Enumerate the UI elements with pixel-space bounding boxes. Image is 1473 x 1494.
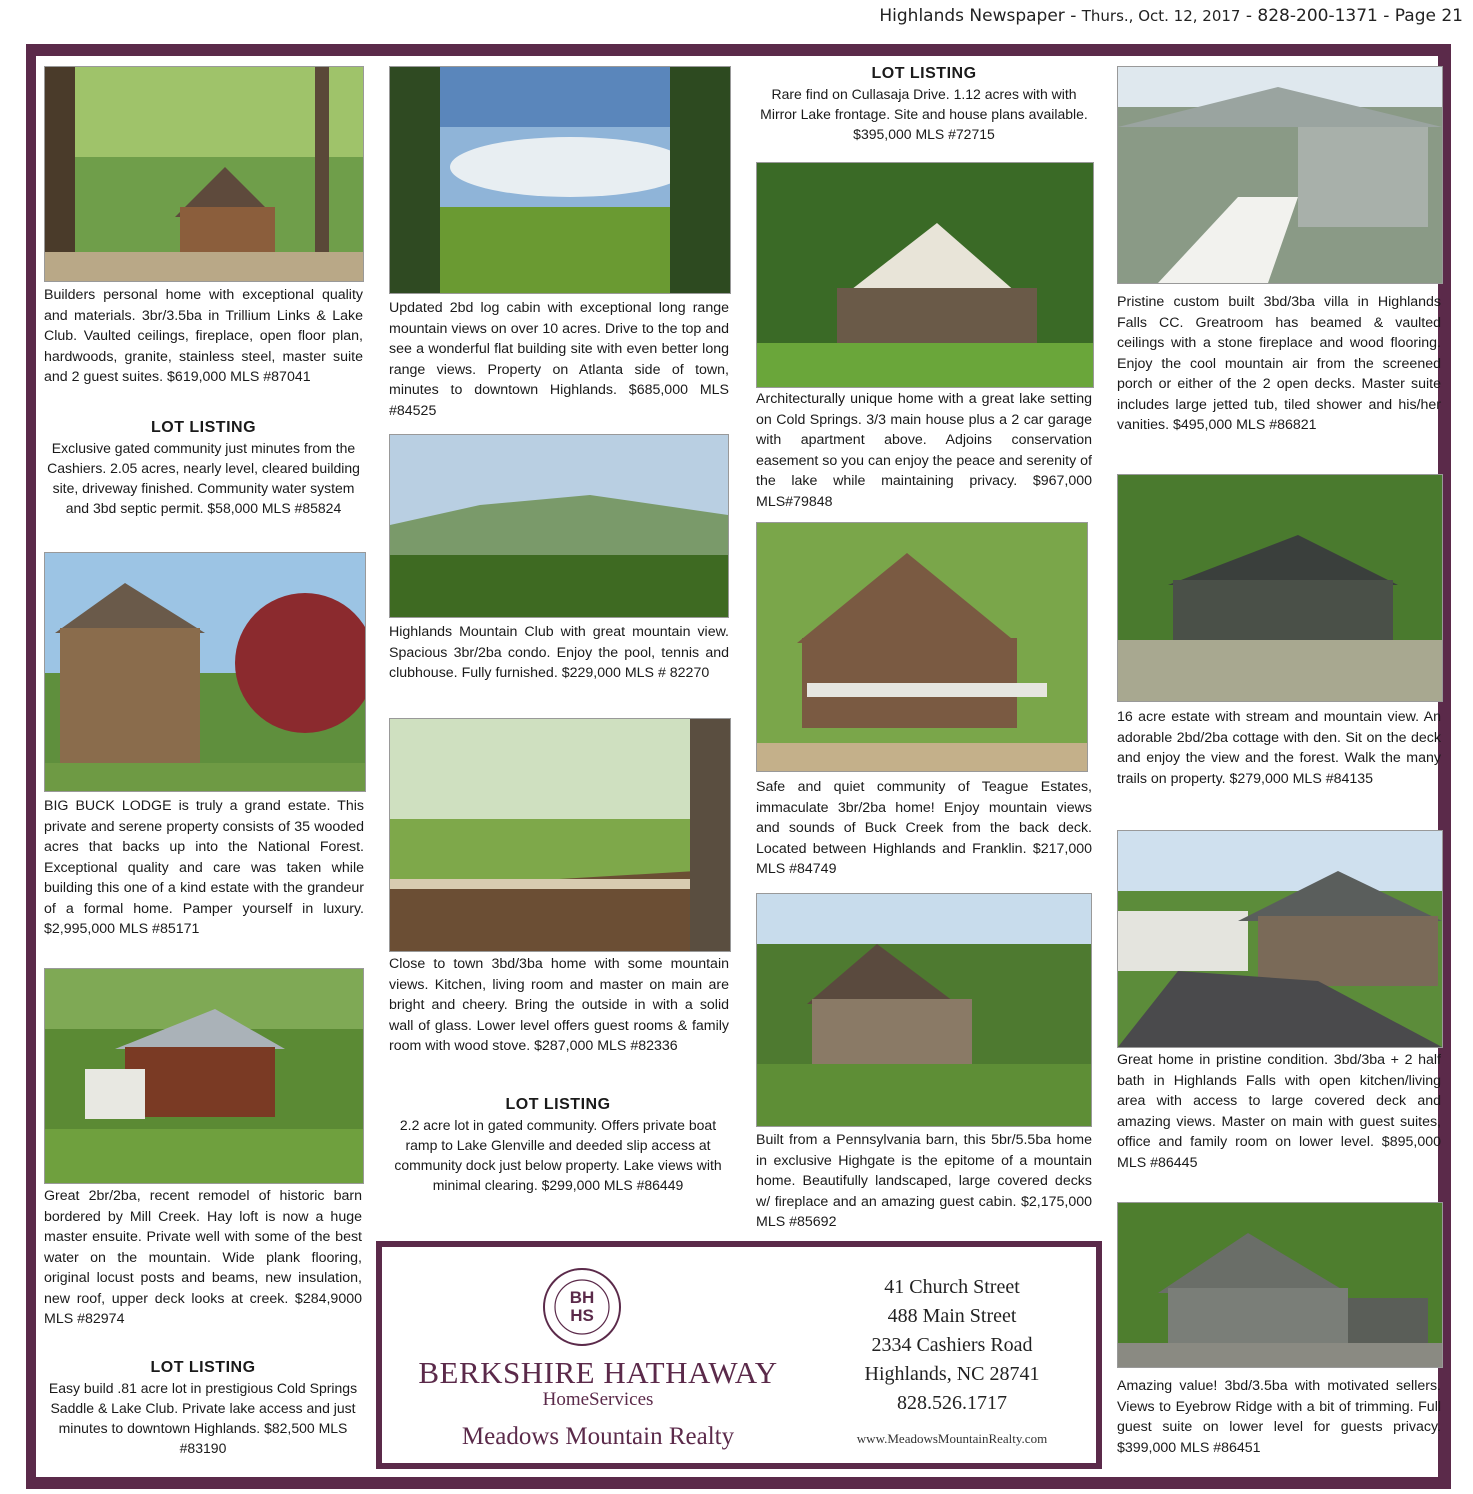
brand-name: BERKSHIRE HATHAWAY <box>418 1355 778 1390</box>
listing-photo-historic-barn <box>44 968 364 1184</box>
listing-text: Close to town 3bd/3ba home with some mountain views. Kitchen, living room and master on main are bright and cheery. Bring the outside in with a solid wall of glass. Lower level offers guest rooms & family room with wood stove. $287,000 MLS #82336 <box>389 956 729 1054</box>
lot-listing <box>44 418 363 518</box>
lot-text: Easy build .81 acre lot in prestigious Cold Springs Saddle & Lake Club. Private lake access and just minutes to downtown Highlands. $82,500 MLS #83190 <box>48 1380 358 1456</box>
listing-photo-house-trillium <box>44 66 364 282</box>
address-line: 488 Main Street <box>887 1305 1017 1327</box>
listing-photo-log-cabin-view <box>389 66 731 294</box>
listing-text: BIG BUCK LODGE is truly a grand estate. This private and serene property consists of 35 wooded acres that backs up into the National Forest. Exceptional quality and care was taken while building this one of a kind estate with the grandeur of a formal home. Pamper yourself in luxury. $2,995,000 MLS #85171 <box>44 798 364 937</box>
address-line: 2334 Cashiers Road <box>871 1334 1033 1356</box>
lot-listing <box>389 1095 727 1195</box>
listing-text: Updated 2bd log cabin with exceptional long range mountain views on over 10 acres. Drive to the top and see a wonderful flat building site with even better long range views. Property on Atlanta side of town, minutes to downtown Highlands. $685,000 MLS #84525 <box>389 300 729 419</box>
bhhs-logo <box>542 1267 622 1347</box>
address-line: Highlands, NC 28741 <box>864 1363 1040 1385</box>
page-info: - 828-200-1371 - Page 21 <box>1240 6 1463 26</box>
agency-name: Meadows Mountain Realty <box>461 1423 735 1450</box>
listing-photo-mountain-club <box>389 434 729 618</box>
lot-text: 2.2 acre lot in gated community. Offers private boat ramp to Lake Glenville and deeded slip access at community dock just below property. Lake views with minimal clearing. $299,000 MLS #86449 <box>394 1117 722 1193</box>
listing-photo-teague-estates <box>756 522 1088 772</box>
listing-photo-highgate-home <box>756 893 1092 1127</box>
listing-photo-deck <box>389 718 731 952</box>
agency-box <box>376 1241 1102 1469</box>
brand-block <box>398 1355 798 1451</box>
listing-text: Built from a Pennsylvania barn, this 5br/5.5ba home in exclusive Highgate is the epitome of a mountain home. Beautifully landscaped, large covered decks w/ fireplace and an amazing guest cabin. $2,175,000 MLS #85692 <box>756 1132 1092 1230</box>
brand-sub: HomeServices <box>542 1389 654 1410</box>
listing-photo-eyebrow-ridge <box>1117 1202 1443 1368</box>
listing-text: Highlands Mountain Club with great mountain view. Spacious 3br/2ba condo. Enjoy the pool, tennis and clubhouse. Fully furnished. $229,000 MLS # 82270 <box>389 624 729 681</box>
lot-listing <box>756 64 1092 144</box>
logo-text: BH HS <box>569 1288 595 1325</box>
paper-name: Highlands Newspaper - <box>879 6 1082 26</box>
lot-listing <box>44 1358 362 1458</box>
issue-date: Thurs., Oct. 12, 2017 <box>1081 7 1241 25</box>
listing-text: Great 2br/2ba, recent remodel of historic barn bordered by Mill Creek. Hay loft is now a huge master ensuite. Private well with some of the best water on the mountain. Wide plank flooring, original locust posts and beams, new insulation, new roof, upper deck looks at creek. $284,9000 MLS #82974 <box>44 1188 362 1327</box>
lot-heading: LOT LISTING <box>150 1359 256 1376</box>
agency-address <box>814 1273 1090 1453</box>
lot-text: Exclusive gated community just minutes from the Cashiers. 2.05 acres, nearly level, cleared building site, driveway finished. Community water system and 3bd septic permit. $58,000 MLS #85824 <box>47 440 360 516</box>
listing-text: Amazing value! 3bd/3.5ba with motivated sellers. Views to Eyebrow Ridge with a bit of trimming. Full guest suite on lower level for guests privacy. $399,000 MLS #86451 <box>1117 1378 1441 1456</box>
listing-photo-cottage <box>1117 474 1443 702</box>
listing-text: Safe and quiet community of Teague Estates, immaculate 3br/2ba home! Enjoy mountain views and sounds of Buck Creek from the back deck. Located between Highlands and Franklin. $217,000 MLS #84749 <box>756 779 1092 877</box>
listing-text: 16 acre estate with stream and mountain view. An adorable 2bd/2ba cottage with den. Sit on the deck and enjoy the view and the forest. Walk the many trails on property. $279,000 MLS #84135 <box>1117 709 1441 787</box>
listing-photo-villa <box>1117 66 1443 284</box>
listing-photo-big-buck-lodge <box>44 552 366 792</box>
listing-text: Builders personal home with exceptional quality and materials. 3br/3.5ba in Trillium Links & Lake Club. Vaulted ceilings, fireplace, open floor plan, hardwoods, granite, stainless steel, master suite and 2 guest suites. $619,000 MLS #87041 <box>44 287 363 385</box>
listing-photo-lake-home <box>756 162 1094 388</box>
phone-number: 828.526.1717 <box>897 1392 1007 1414</box>
address-line: 41 Church Street <box>884 1276 1020 1298</box>
lot-heading: LOT LISTING <box>871 65 977 82</box>
page-header <box>879 6 1463 26</box>
lot-text: Rare find on Cullasaja Drive. 1.12 acres with with Mirror Lake frontage. Site and house plans available. $395,000 MLS #72715 <box>760 86 1088 142</box>
listing-text: Architecturally unique home with a great lake setting on Cold Springs. 3/3 main house plus a 2 car garage with apartment above. Adjoins conservation easement so you can enjoy the peace and serenity of the lake while maintaining privacy. $967,000 MLS#79848 <box>756 391 1092 510</box>
website-link[interactable]: www.MeadowsMountainRealty.com <box>856 1431 1048 1446</box>
lot-heading: LOT LISTING <box>150 419 257 436</box>
listing-text: Pristine custom built 3bd/3ba villa in Highlands Falls CC. Greatroom has beamed & vaulted ceilings with a stone fireplace and wood flooring. Enjoy the cool mountain air from the screened porch or either of the 2 open decks. Master suite includes large jetted tub, tiled shower and his/her vanities. $495,000 MLS #86821 <box>1117 294 1441 433</box>
listing-photo-highlands-falls-home <box>1117 830 1443 1048</box>
listing-text: Great home in pristine condition. 3bd/3ba + 2 half bath in Highlands Falls with open kitchen/living area with access to large covered deck and amazing views. Master on main with guest suites, office and family room on lower level. $895,000 MLS #86445 <box>1117 1052 1441 1171</box>
lot-heading: LOT LISTING <box>505 1096 611 1113</box>
